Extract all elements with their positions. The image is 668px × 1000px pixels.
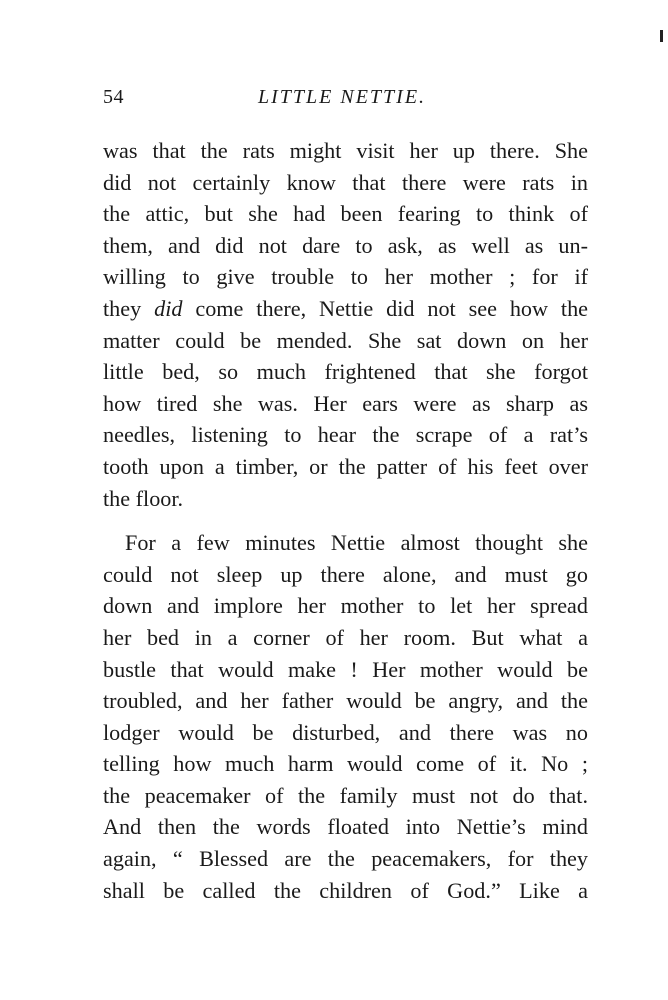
text-line: did not certainly know that there were rats in xyxy=(103,169,588,195)
paragraph-1 xyxy=(103,135,588,514)
text-line: was that the rats might visit her up there. She xyxy=(103,138,588,163)
text-line: willing to give trouble to her mother ; for if xyxy=(103,264,588,290)
paragraph-gap xyxy=(103,514,588,527)
text-line: little bed, so much frightened that she forgot xyxy=(103,359,588,385)
text-line: needles, listening to hear the scrape of a rat’s xyxy=(103,422,588,448)
text-line: tooth upon a timber, or the patter of his feet over xyxy=(103,453,588,479)
text-line: the floor. xyxy=(103,485,184,511)
running-head: LITTLE NETTIE. xyxy=(258,86,427,108)
text-line: telling how much harm would come of it. No ; xyxy=(103,751,588,777)
body-text xyxy=(103,135,588,906)
text-line: the attic, but she had been fearing to think of xyxy=(103,201,588,227)
text-line: shall be called the children of God.” Like a xyxy=(103,877,588,903)
text-line: lodger would be disturbed, and there was no xyxy=(103,719,588,745)
emphasized-word: did xyxy=(154,295,183,321)
text-line: could not sleep up there alone, and must go xyxy=(103,561,588,587)
line-segment: come there, Nettie did not see how the xyxy=(195,295,589,321)
text-line: her bed in a corner of her room. But what a xyxy=(103,624,588,650)
text-line: down and implore her mother to let her spread xyxy=(103,593,588,619)
text-line: how tired she was. Her ears were as sharp as xyxy=(103,390,588,416)
page-edge-mark xyxy=(660,30,663,42)
page-number: 54 xyxy=(103,86,124,108)
text-line-with-emphasis xyxy=(103,293,588,325)
text-line: troubled, and her father would be angry, and the xyxy=(103,688,588,714)
paragraph-2 xyxy=(103,527,588,906)
text-line: And then the words floated into Nettie’s mind xyxy=(103,814,588,840)
text-line: matter could be mended. She sat down on her xyxy=(103,327,588,353)
page-header xyxy=(0,84,668,114)
line-segment: they xyxy=(103,295,142,321)
text-line: them, and did not dare to ask, as well as un- xyxy=(103,232,588,258)
text-line: the peacemaker of the family must not do that. xyxy=(103,782,588,808)
text-line: For a few minutes Nettie almost thought she xyxy=(125,530,588,556)
text-line: again, “ Blessed are the peacemakers, for they xyxy=(103,846,588,872)
text-line: bustle that would make ! Her mother would be xyxy=(103,656,588,682)
